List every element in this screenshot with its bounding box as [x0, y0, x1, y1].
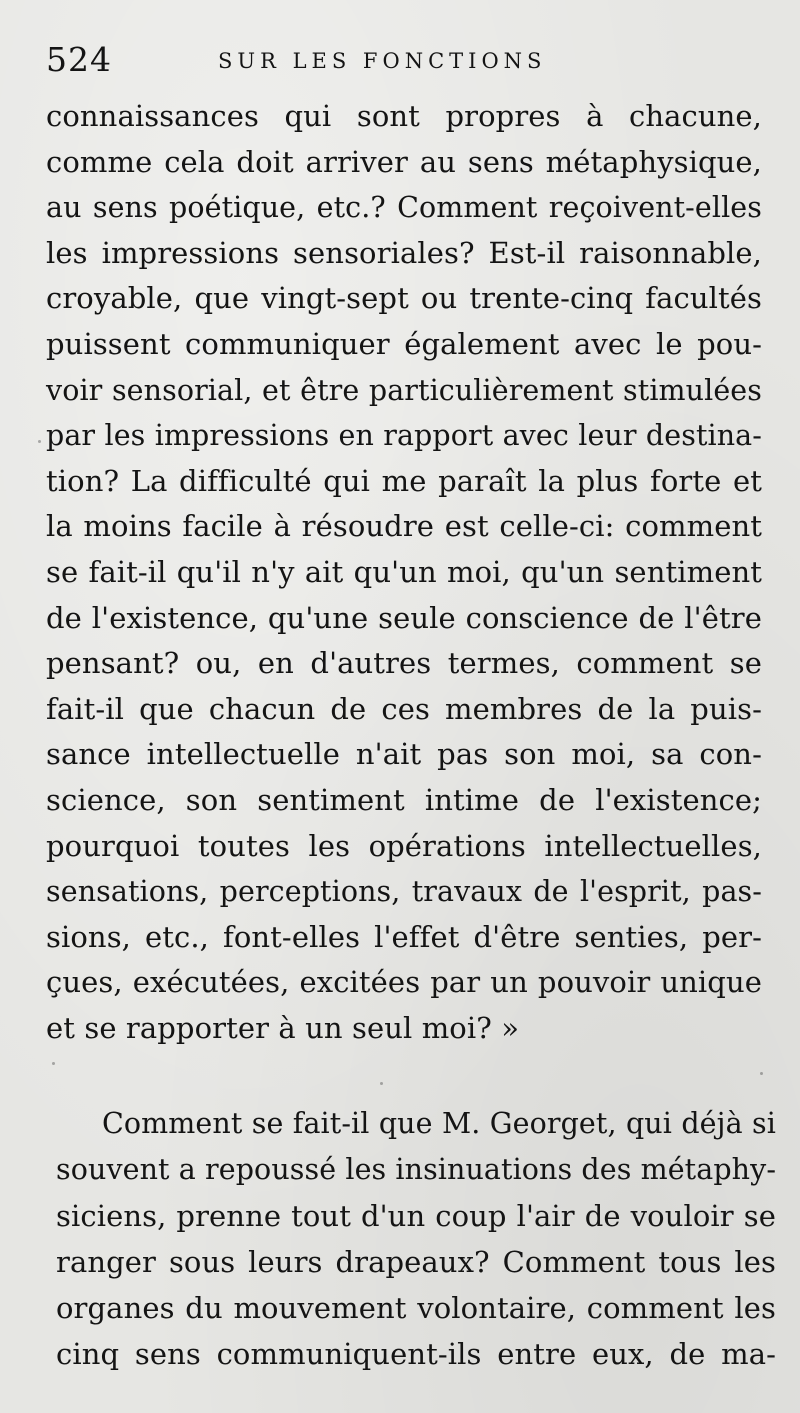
paper-speck [52, 1062, 55, 1065]
text-line: se fait-il qu'il n'y ait qu'un moi, qu'un sentiment [46, 554, 762, 589]
text-line: pourquoi toutes les opérations intellectuelles, [46, 828, 762, 863]
text-line: sance intellectuelle n'ait pas son moi, sa con- [46, 737, 762, 772]
text-line: fait-il que chacun de ces membres de la puis- [46, 691, 762, 726]
text-line: çues, exécutées, excitées par un pouvoir unique [46, 965, 762, 1000]
text-line-last: et se rapporter à un seul moi? » [46, 1010, 520, 1045]
running-head [46, 40, 786, 80]
text-line: puissent communiquer également avec le pou- [46, 326, 762, 361]
text-line: sensations, perceptions, travaux de l'esprit, pas- [46, 875, 762, 909]
text-line: souvent a repoussé les insinuations des métaphy- [56, 1153, 777, 1186]
text-line: comme cela doit arriver au sens métaphysique, [46, 144, 762, 179]
text-line: par les impressions en rapport avec leur destina- [46, 419, 762, 453]
text-line: croyable, que vingt-sept ou trente-cinq facultés [46, 281, 762, 316]
text-line: tion? La difficulté qui me paraît la plus forte et [46, 463, 762, 498]
text-line: les impressions sensoriales? Est-il raisonnable, [46, 235, 762, 270]
text-line: cinq sens communiquent-ils entre eux, de ma- [56, 1337, 776, 1371]
text-line: organes du mouvement volontaire, comment les [56, 1291, 776, 1325]
text-line: au sens poétique, etc.? Comment reçoivent-elles [46, 191, 762, 225]
page-number: 524 [46, 40, 112, 79]
paragraph-new [56, 1101, 776, 1377]
text-line: connaissances qui sont propres à chacune, [46, 99, 762, 133]
running-title: SUR LES FONCTIONS [218, 49, 547, 73]
text-line: sions, etc., font-elles l'effet d'être senties, per- [46, 919, 762, 954]
text-line: siciens, prenne tout d'un coup l'air de vouloir se [56, 1199, 776, 1233]
paper-speck [760, 1072, 763, 1075]
text-line: la moins facile à résoudre est celle-ci: comment [46, 509, 762, 544]
text-line: pensant? ou, en d'autres termes, comment se [46, 646, 762, 681]
text-line: ranger sous leurs drapeaux? Comment tous les [56, 1245, 776, 1279]
text-line: de l'existence, qu'une seule conscience de l'être [46, 600, 762, 635]
text-line-indented: Comment se fait-il que M. Georget, qui déjà si [102, 1107, 776, 1140]
text-line: voir sensorial, et être particulièrement stimulées [46, 373, 762, 407]
paper-speck [38, 440, 41, 443]
text-line: science, son sentiment intime de l'existence; [46, 782, 762, 817]
paper-speck [380, 1082, 383, 1085]
paragraph-continued [46, 94, 762, 1051]
